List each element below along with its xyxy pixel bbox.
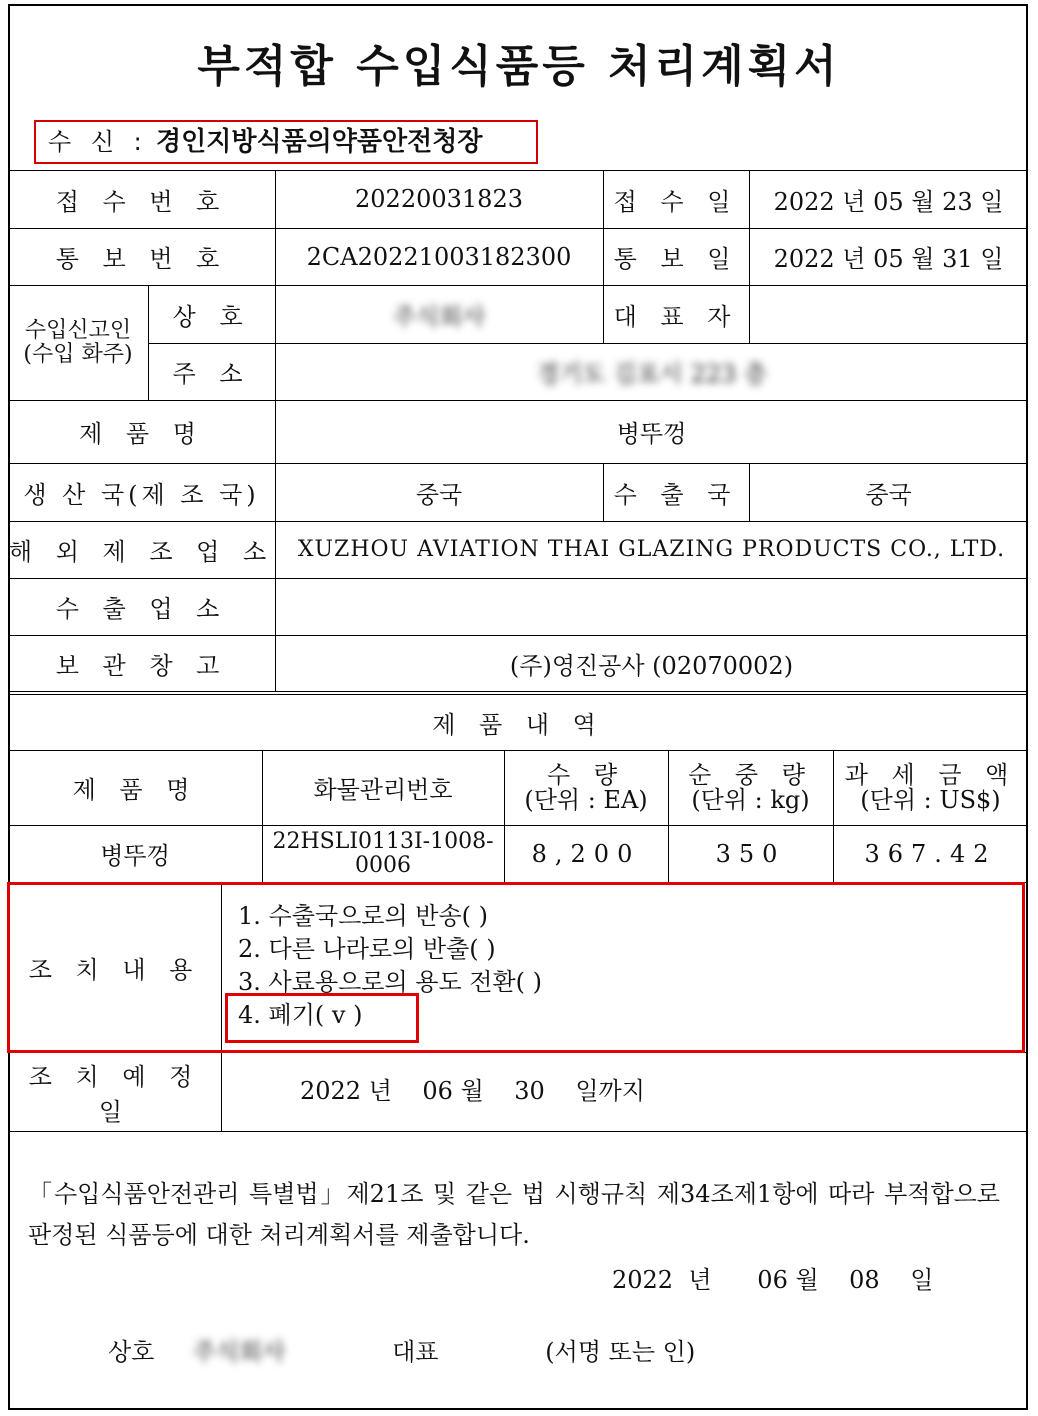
action-highlight-box [7, 882, 1025, 1053]
details-header-qty [504, 750, 668, 825]
address-value [275, 343, 1028, 400]
representative-value [749, 285, 1028, 343]
details-header-cargo: 화물관리번호 [313, 776, 453, 804]
rule [8, 1131, 1028, 1132]
recipient-value: 경인지방식품의약품안전청장 [155, 127, 483, 157]
action-option-disposal: 4. 폐기( v ) [238, 1001, 363, 1029]
details-header-name: 제 품 명 [72, 776, 198, 804]
receipt-date: 2022 년 05 월 23 일 [773, 187, 1004, 216]
manufacturer-value: XUZHOU AVIATION THAI GLAZING PRODUCTS CO., LTD. [297, 536, 1006, 562]
details-row-tax: 367.42 [864, 839, 997, 868]
exporter-value [275, 578, 1028, 635]
representative-label: 대 표 자 [613, 302, 739, 331]
company-value-text: 주식회사 [392, 302, 486, 331]
signature-company: 주식회사 [192, 1338, 286, 1366]
address-value-text: 경기도 김포시 223 층 [536, 360, 767, 388]
company-label: 상 호 [172, 302, 251, 331]
notice-number: 2CA20221003182300 [306, 242, 572, 271]
notice-number-label: 통 보 번 호 [55, 245, 228, 273]
details-row-cargo: 22HSLI0113I-1008-0006 [272, 828, 494, 878]
disposal-highlight-box [225, 993, 419, 1043]
schedule-label: 조 치 예 정 일 [28, 1062, 201, 1126]
export-country-value: 중국 [865, 480, 912, 509]
document-title: 부적합 수입식품등 처리계획서 [197, 41, 841, 92]
address-label: 주 소 [172, 360, 251, 388]
notice-date-label: 통 보 일 [613, 245, 739, 273]
exporter-label: 수 출 업 소 [55, 595, 228, 623]
tax-title: 과 세 금 액 [844, 760, 1017, 789]
weight-title: 순 중 량 [688, 760, 813, 789]
details-row-weight: 350 [715, 839, 786, 868]
details-row-name: 병뚜껑 [100, 842, 170, 870]
details-section-label: 제 품 내 역 [432, 710, 604, 739]
details-header-tax [833, 750, 1028, 825]
details-header-weight [668, 750, 833, 825]
company-value [275, 285, 603, 343]
signature-company-label: 상호 [108, 1338, 155, 1366]
schedule-value: 2022 년 06 월 30 일까지 [300, 1076, 645, 1105]
receipt-number-label: 접 수 번 호 [55, 187, 228, 216]
importer-group-label: 수입신고인 (수입 화주) [23, 317, 133, 367]
tax-unit: (단위 : US$) [860, 785, 1001, 814]
weight-unit: (단위 : kg) [691, 785, 810, 814]
warehouse-value: (주)영진공사 (02070002) [509, 651, 794, 680]
warehouse-label: 보 관 창 고 [55, 651, 228, 680]
signature-line [108, 1332, 695, 1367]
rule [8, 691, 1028, 692]
qty-unit: (단위 : EA) [524, 785, 648, 814]
export-country-label: 수 출 국 [613, 480, 739, 509]
qty-title: 수 량 [547, 760, 625, 789]
statement-text: 「수입식품안전관리 특별법」제21조 및 같은 법 시행규칙 제34조제1항에 따라 부적합으로 판정된 식품등에 대한 처리계획서를 제출합니다. [28, 1180, 1000, 1249]
receipt-date-label: 접 수 일 [613, 187, 739, 216]
receipt-number: 20220031823 [355, 185, 523, 213]
signature-note: (서명 또는 인) [545, 1338, 696, 1366]
submit-date: 2022 년 06 월 08 일 [612, 1266, 934, 1294]
signature-rep-label: 대표 [392, 1338, 439, 1366]
recipient-box [34, 120, 538, 164]
action-option-feed-use: 3. 사료용으로의 용도 전환( ) [238, 968, 542, 996]
product-label: 제 품 명 [79, 420, 204, 448]
action-option-return: 1. 수출국으로의 반송( ) [238, 902, 488, 930]
origin-label: 생 산 국(제 조 국) [23, 480, 260, 509]
recipient-label: 수 신 : [48, 128, 148, 156]
product-value: 병뚜껑 [616, 420, 687, 448]
notice-date: 2022 년 05 월 31 일 [773, 245, 1004, 273]
origin-value: 중국 [415, 480, 463, 509]
action-label: 조 치 내 용 [28, 955, 201, 984]
manufacturer-label: 해 외 제 조 업 소 [8, 538, 275, 566]
action-option-reexport: 2. 다른 나라로의 반출( ) [238, 935, 496, 963]
details-row-qty: 8,200 [531, 839, 641, 868]
